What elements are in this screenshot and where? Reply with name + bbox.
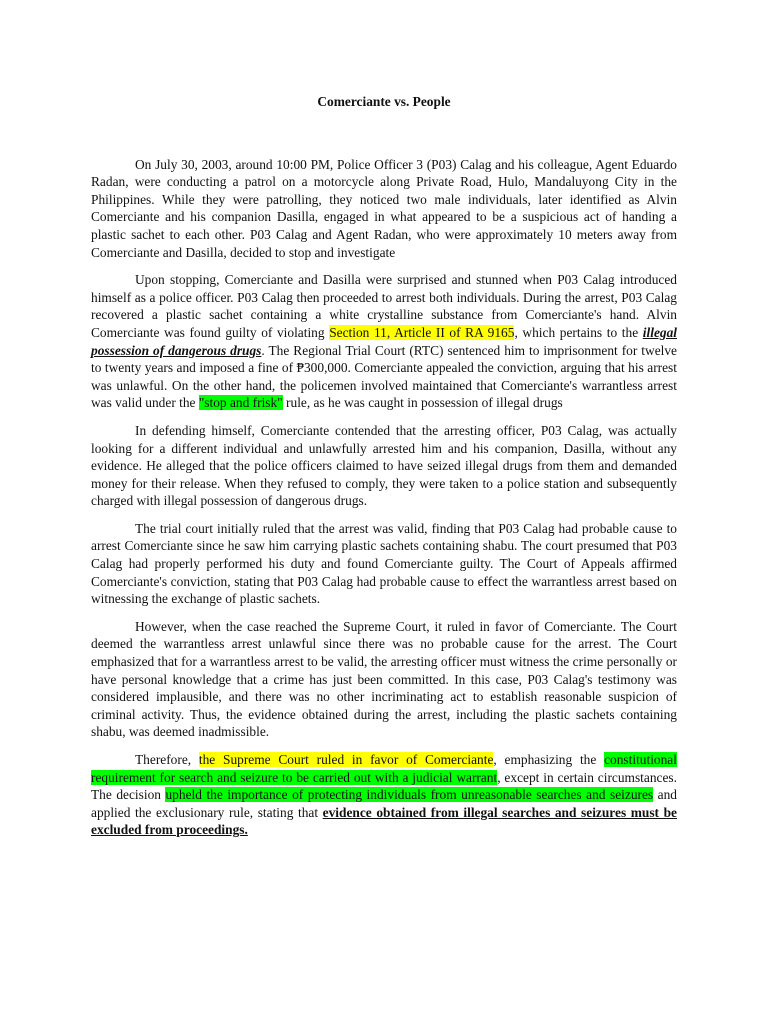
paragraph-2 bbox=[91, 271, 677, 412]
highlighted-text: Section 11, Article II of RA 9165 bbox=[329, 324, 515, 340]
emphasized-text: evidence obtained from illegal searches and seizures must be excluded from proceedings. bbox=[91, 804, 677, 838]
paragraph-text: . The Regional Trial Court (RTC) sentenced him to imprisonment for twelve to twenty years and imposed a fine of ₱300,000. Comerciante appealed the conviction, arguing that his arrest was unlawful. On the other hand, the policemen involved maintained that Comerciante's warrantless arrest was valid under the bbox=[91, 342, 677, 411]
paragraph-1 bbox=[91, 156, 677, 262]
paragraph-text: In defending himself, Comerciante contended that the arresting officer, P03 Calag, was actually looking for a different individual and unlawfully arrested him and his companion, Dasilla, without any evidence. He alleged that the police officers claimed to have seized illegal drugs from them and demanded money for their release. When they refused to comply, they were taken to a police station and subsequently charged with illegal possession of dangerous drugs. bbox=[91, 422, 677, 509]
highlighted-text: upheld the importance of protecting individuals from unreasonable searches and seizures bbox=[165, 787, 654, 803]
highlighted-text: "stop and frisk" bbox=[198, 395, 283, 411]
paragraph-text: , emphasizing the bbox=[493, 752, 605, 767]
paragraph-text: Upon stopping, Comerciante and Dasilla were surprised and stunned when P03 Calag introduced himself as a police officer. P03 Calag then proceeded to arrest both individuals. During the arrest, P03 Calag recovered a plastic sachet containing a white crystalline substance from Comerciante's hand. Alvin Comerciante was found guilty of violating bbox=[91, 272, 677, 340]
document-title: Comerciante vs. People bbox=[317, 94, 451, 109]
paragraph-text: rule, as he was caught in possession of illegal drugs bbox=[282, 395, 563, 411]
paragraph-text: , which pertains to the bbox=[514, 324, 643, 340]
paragraph-5 bbox=[91, 618, 677, 741]
paragraph-text: , except in certain circumstances. The decision bbox=[91, 769, 677, 803]
paragraph-text: On July 30, 2003, around 10:00 PM, Police Officer 3 (P03) Calag and his colleague, Agent Eduardo Radan, were conducting a patrol on a motorcycle along Private Road, Hulo, Mandaluyong City in the Philippines. While they were patrolling, they noticed two male individuals, later identified as Alvin Comerciante and his companion Dasilla, engaged in what appeared to be a suspicious act of handing a plastic sachet to each other. P03 Calag and Agent Radan, who were approximately 10 meters away from Comerciante and Dasilla, decided to stop and investigate bbox=[91, 156, 677, 260]
paragraph-text: and applied the exclusionary rule, stating that bbox=[91, 787, 677, 820]
highlighted-text: constitutional requirement for search and seizure to be carried out with a judicial warrant bbox=[91, 752, 677, 785]
paragraph-text: However, when the case reached the Supreme Court, it ruled in favor of Comerciante. The Court deemed the warrantless arrest unlawful since there was no probable cause for the arrest. The Court emphasized that for a warrantless arrest to be valid, the arresting officer must witness the crime personally or have personal knowledge that a crime has just been committed. In this case, P03 Calag's testimony was considered implausible, and there was no other incriminating act to establish reasonable suspicion of criminal activity. Thus, the evidence obtained during the arrest, including the plastic sachets containing shabu, was deemed inadmissible. bbox=[91, 618, 677, 740]
paragraph-4 bbox=[91, 520, 677, 608]
emphasized-text: illegal possession of dangerous drugs bbox=[91, 324, 677, 358]
document-body bbox=[91, 156, 677, 839]
highlighted-text: the Supreme Court ruled in favor of Comerciante bbox=[198, 752, 494, 767]
paragraph-text: The trial court initially ruled that the arrest was valid, finding that P03 Calag had probable cause to arrest Comerciante since he saw him carrying plastic sachets containing shabu. The court presumed that P03 Calag had properly performed his duty and found Comerciante guilty. The Court of Appeals affirmed Comerciante's conviction, stating that P03 Calag had probable cause to effect the warrantless arrest based on witnessing the exchange of plastic sachets. bbox=[91, 520, 677, 607]
paragraph-3 bbox=[91, 422, 677, 510]
paragraph-6 bbox=[91, 751, 677, 839]
paragraph-text: Therefore, bbox=[135, 752, 199, 767]
